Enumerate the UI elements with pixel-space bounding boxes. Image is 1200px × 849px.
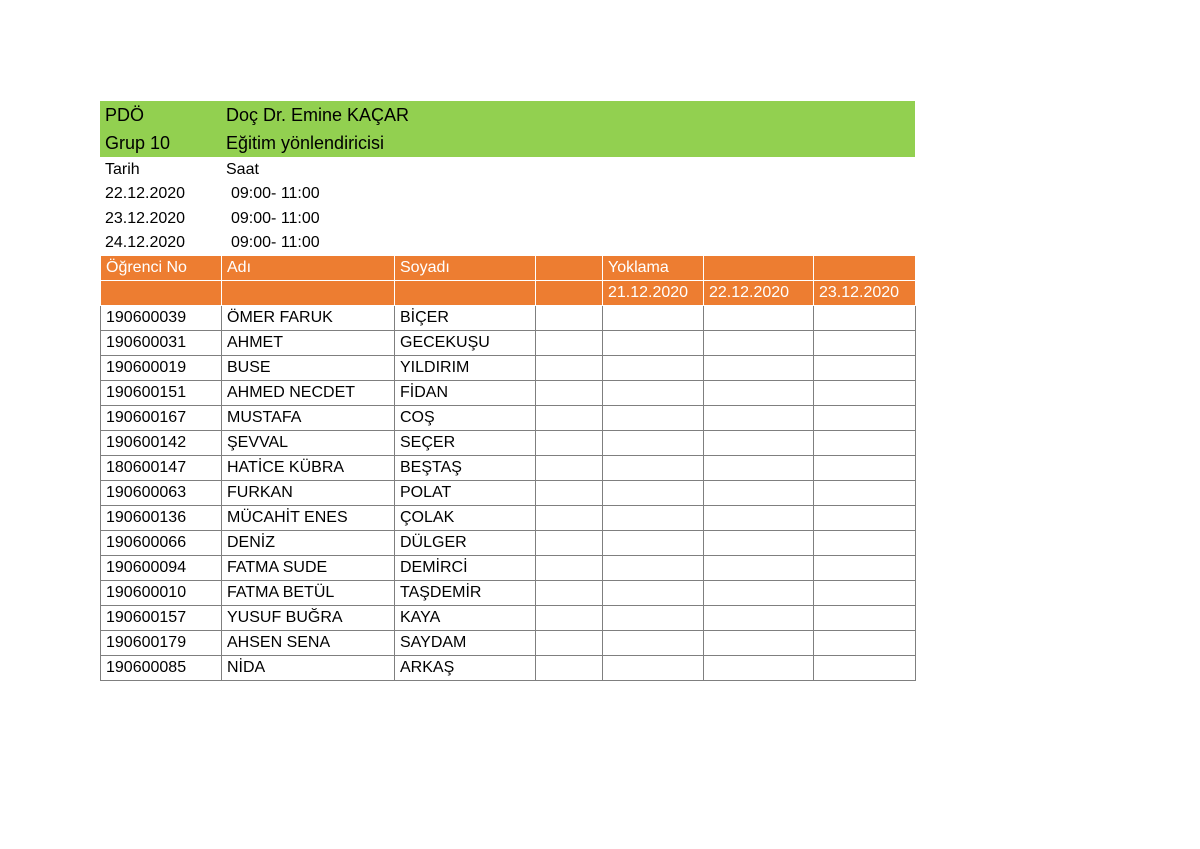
extra-cell[interactable] <box>536 381 603 406</box>
student-no-cell: 190600136 <box>101 506 222 531</box>
table-row <box>101 406 916 431</box>
extra-cell[interactable] <box>536 581 603 606</box>
attendance-cell[interactable] <box>603 306 704 331</box>
attendance-cell[interactable] <box>603 331 704 356</box>
extra-cell[interactable] <box>536 406 603 431</box>
attendance-cell[interactable] <box>704 656 814 681</box>
header-blank <box>536 281 603 306</box>
surname-cell: GECEKUŞU <box>395 331 536 356</box>
attendance-cell[interactable] <box>814 506 916 531</box>
student-no-cell: 190600039 <box>101 306 222 331</box>
session-time: 09:00- 11:00 <box>231 234 320 251</box>
attendance-cell[interactable] <box>704 306 814 331</box>
surname-cell: ARKAŞ <box>395 656 536 681</box>
surname-cell: TAŞDEMİR <box>395 581 536 606</box>
session-time: 09:00- 11:00 <box>231 210 320 227</box>
attendance-cell[interactable] <box>704 506 814 531</box>
student-no-cell: 190600142 <box>101 431 222 456</box>
student-no-cell: 190600010 <box>101 581 222 606</box>
table-row <box>101 481 916 506</box>
extra-cell[interactable] <box>536 631 603 656</box>
surname-cell: BİÇER <box>395 306 536 331</box>
extra-cell[interactable] <box>536 556 603 581</box>
extra-cell[interactable] <box>536 331 603 356</box>
surname-cell: SAYDAM <box>395 631 536 656</box>
student-rows <box>101 306 916 681</box>
name-cell: ÖMER FARUK <box>222 306 395 331</box>
extra-cell[interactable] <box>536 531 603 556</box>
student-no-cell: 190600019 <box>101 356 222 381</box>
attendance-cell[interactable] <box>814 331 916 356</box>
attendance-cell[interactable] <box>814 481 916 506</box>
attendance-cell[interactable] <box>603 631 704 656</box>
table-row <box>101 606 916 631</box>
table-row <box>101 331 916 356</box>
extra-cell[interactable] <box>536 506 603 531</box>
name-cell: HATİCE KÜBRA <box>222 456 395 481</box>
attendance-cell[interactable] <box>814 656 916 681</box>
attendance-cell[interactable] <box>603 556 704 581</box>
name-cell: AHMET <box>222 331 395 356</box>
extra-cell[interactable] <box>536 606 603 631</box>
surname-cell: COŞ <box>395 406 536 431</box>
name-cell: MÜCAHİT ENES <box>222 506 395 531</box>
attendance-cell[interactable] <box>814 556 916 581</box>
col-name: Adı <box>222 256 395 281</box>
table-row <box>101 531 916 556</box>
table-row <box>101 431 916 456</box>
surname-cell: DÜLGER <box>395 531 536 556</box>
instructor-role: Eğitim yönlendiricisi <box>226 133 385 153</box>
attendance-cell[interactable] <box>603 531 704 556</box>
attendance-cell[interactable] <box>814 356 916 381</box>
attendance-cell[interactable] <box>603 481 704 506</box>
header-blank <box>222 281 395 306</box>
table-row <box>101 556 916 581</box>
name-cell: AHSEN SENA <box>222 631 395 656</box>
attendance-cell[interactable] <box>814 431 916 456</box>
attendance-cell[interactable] <box>603 606 704 631</box>
attendance-cell[interactable] <box>603 506 704 531</box>
table-row <box>101 656 916 681</box>
col-attendance: Yoklama <box>603 256 704 281</box>
session-date: 24.12.2020 <box>105 234 186 251</box>
attendance-cell[interactable] <box>704 406 814 431</box>
attendance-cell[interactable] <box>704 556 814 581</box>
attendance-cell[interactable] <box>704 331 814 356</box>
attendance-cell[interactable] <box>704 581 814 606</box>
program-label: PDÖ <box>105 105 145 125</box>
name-cell: MUSTAFA <box>222 406 395 431</box>
attendance-cell[interactable] <box>814 581 916 606</box>
session-time: 09:00- 11:00 <box>231 185 320 202</box>
student-table <box>100 255 916 681</box>
student-no-cell: 190600094 <box>101 556 222 581</box>
col-student-no: Öğrenci No <box>101 256 222 281</box>
surname-cell: FİDAN <box>395 381 536 406</box>
name-cell: YUSUF BUĞRA <box>222 606 395 631</box>
instructor-name: Doç Dr. Emine KAÇAR <box>226 105 410 125</box>
attendance-cell[interactable] <box>603 456 704 481</box>
surname-cell: DEMİRCİ <box>395 556 536 581</box>
attendance-cell[interactable] <box>603 381 704 406</box>
table-header-row <box>101 256 916 281</box>
schedule-block <box>100 157 915 255</box>
attendance-date: 23.12.2020 <box>814 281 916 306</box>
student-no-cell: 190600157 <box>101 606 222 631</box>
session-date: 23.12.2020 <box>105 210 186 227</box>
header-blank <box>814 256 916 281</box>
attendance-cell[interactable] <box>704 356 814 381</box>
attendance-date: 22.12.2020 <box>704 281 814 306</box>
name-cell: DENİZ <box>222 531 395 556</box>
surname-cell: ÇOLAK <box>395 506 536 531</box>
surname-cell: POLAT <box>395 481 536 506</box>
attendance-cell[interactable] <box>704 481 814 506</box>
table-row <box>101 506 916 531</box>
table-row <box>101 456 916 481</box>
attendance-cell[interactable] <box>814 381 916 406</box>
table-row <box>101 631 916 656</box>
session-date: 22.12.2020 <box>105 185 186 202</box>
extra-cell[interactable] <box>536 481 603 506</box>
name-cell: AHMED NECDET <box>222 381 395 406</box>
group-header-band <box>100 101 915 157</box>
attendance-cell[interactable] <box>603 431 704 456</box>
extra-cell[interactable] <box>536 656 603 681</box>
attendance-cell[interactable] <box>603 356 704 381</box>
attendance-cell[interactable] <box>603 581 704 606</box>
attendance-cell[interactable] <box>814 456 916 481</box>
date-label: Tarih <box>105 161 140 178</box>
student-no-cell: 190600063 <box>101 481 222 506</box>
attendance-cell[interactable] <box>704 531 814 556</box>
table-row <box>101 381 916 406</box>
surname-cell: SEÇER <box>395 431 536 456</box>
attendance-dates-row <box>101 281 916 306</box>
student-no-cell: 190600031 <box>101 331 222 356</box>
attendance-cell[interactable] <box>814 631 916 656</box>
name-cell: NİDA <box>222 656 395 681</box>
extra-cell[interactable] <box>536 306 603 331</box>
attendance-cell[interactable] <box>704 431 814 456</box>
student-no-cell: 180600147 <box>101 456 222 481</box>
attendance-cell[interactable] <box>704 381 814 406</box>
name-cell: BUSE <box>222 356 395 381</box>
header-blank <box>101 281 222 306</box>
student-no-cell: 190600167 <box>101 406 222 431</box>
extra-cell[interactable] <box>536 431 603 456</box>
attendance-sheet <box>100 101 915 681</box>
header-blank <box>704 256 814 281</box>
attendance-cell[interactable] <box>603 656 704 681</box>
header-blank <box>395 281 536 306</box>
table-row <box>101 356 916 381</box>
table-row <box>101 306 916 331</box>
col-surname: Soyadı <box>395 256 536 281</box>
attendance-cell[interactable] <box>814 531 916 556</box>
attendance-cell[interactable] <box>814 406 916 431</box>
attendance-cell[interactable] <box>704 606 814 631</box>
table-row <box>101 581 916 606</box>
student-no-cell: 190600151 <box>101 381 222 406</box>
student-no-cell: 190600066 <box>101 531 222 556</box>
attendance-cell[interactable] <box>704 631 814 656</box>
name-cell: ŞEVVAL <box>222 431 395 456</box>
extra-cell[interactable] <box>536 456 603 481</box>
time-label: Saat <box>226 161 259 178</box>
extra-cell[interactable] <box>536 356 603 381</box>
attendance-cell[interactable] <box>814 306 916 331</box>
student-no-cell: 190600085 <box>101 656 222 681</box>
attendance-cell[interactable] <box>704 456 814 481</box>
attendance-date: 21.12.2020 <box>603 281 704 306</box>
col-extra <box>536 256 603 281</box>
student-no-cell: 190600179 <box>101 631 222 656</box>
surname-cell: BEŞTAŞ <box>395 456 536 481</box>
surname-cell: YILDIRIM <box>395 356 536 381</box>
name-cell: FATMA BETÜL <box>222 581 395 606</box>
name-cell: FURKAN <box>222 481 395 506</box>
name-cell: FATMA SUDE <box>222 556 395 581</box>
surname-cell: KAYA <box>395 606 536 631</box>
attendance-cell[interactable] <box>603 406 704 431</box>
attendance-cell[interactable] <box>814 606 916 631</box>
group-label: Grup 10 <box>105 133 171 153</box>
